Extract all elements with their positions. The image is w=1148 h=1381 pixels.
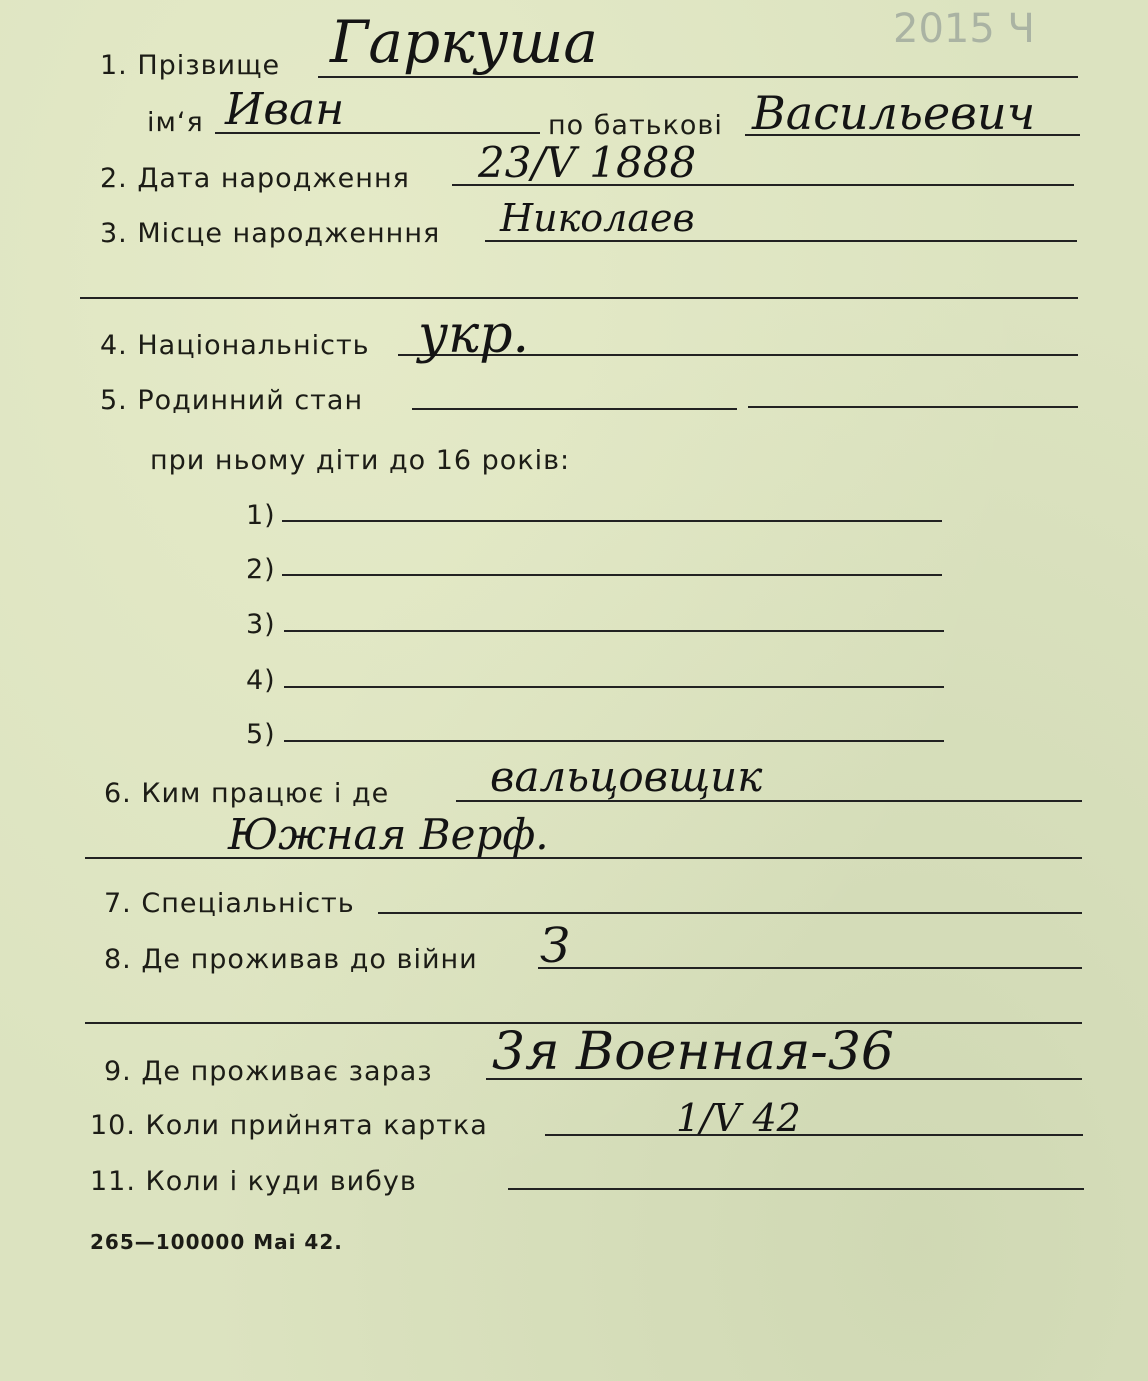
field-first-name-label: ім‘я: [147, 107, 204, 138]
field-birth-place-value: Николаев: [500, 196, 695, 240]
field-marital-status-line-b: [748, 406, 1078, 408]
child-2-label: 2): [246, 554, 276, 585]
field-birth-place-line-2: [80, 297, 1078, 299]
field-employer-label: 6. Ким працює і де: [104, 778, 390, 809]
field-employer-value: вальцовщик: [490, 752, 763, 801]
field-card-accepted-line: [545, 1134, 1083, 1136]
field-prewar-residence-line: [538, 967, 1082, 969]
field-departed-line: [508, 1188, 1084, 1190]
field-prewar-residence-label: 8. Де проживав до війни: [104, 944, 478, 975]
field-current-residence-value: 3я Военная-36: [492, 1022, 895, 1082]
field-patronymic-label: по батькові: [548, 110, 723, 141]
children-label: при ньому діти до 16 років:: [150, 445, 571, 476]
field-current-residence-label: 9. Де проживає зараз: [104, 1056, 433, 1087]
child-3-line: [284, 630, 944, 632]
print-code: 265—100000 Mai 42.: [90, 1230, 343, 1254]
child-1-line: [282, 520, 942, 522]
field-specialty-label: 7. Спеціальність: [104, 888, 355, 919]
field-surname-value: Гаркуша: [330, 8, 598, 76]
field-birth-place-label: 3. Місце народженння: [100, 218, 441, 249]
field-nationality-value: укр.: [418, 305, 530, 365]
archive-pencil-mark: 2015 Ч: [893, 6, 1035, 52]
field-departed-label: 11. Коли і куди вибув: [90, 1166, 417, 1197]
field-surname-line: [318, 76, 1078, 78]
field-specialty-line: [378, 912, 1082, 914]
field-birth-date-value: 23/V 1888: [478, 138, 697, 187]
child-5-label: 5): [246, 719, 276, 750]
field-nationality-label: 4. Національність: [100, 330, 370, 361]
field-birth-place-line: [485, 240, 1077, 242]
field-card-accepted-label: 10. Коли прийнята картка: [90, 1110, 488, 1141]
field-card-accepted-value: 1/V 42: [676, 1096, 801, 1140]
child-4-label: 4): [246, 665, 276, 696]
child-5-line: [284, 740, 944, 742]
field-first-name-value: Иван: [225, 84, 345, 135]
child-2-line: [282, 574, 942, 576]
field-marital-status-label: 5. Родинний стан: [100, 385, 364, 416]
field-employer-value-2: Южная Верф.: [228, 810, 549, 859]
child-3-label: 3): [246, 609, 276, 640]
field-patronymic-value: Васильевич: [752, 86, 1036, 140]
child-4-line: [284, 686, 944, 688]
field-birth-date-label: 2. Дата народження: [100, 163, 410, 194]
field-marital-status-line-a: [412, 408, 737, 410]
child-1-label: 1): [246, 500, 276, 531]
field-prewar-residence-value: З: [540, 918, 570, 974]
field-surname-label: 1. Прізвище: [100, 50, 281, 81]
